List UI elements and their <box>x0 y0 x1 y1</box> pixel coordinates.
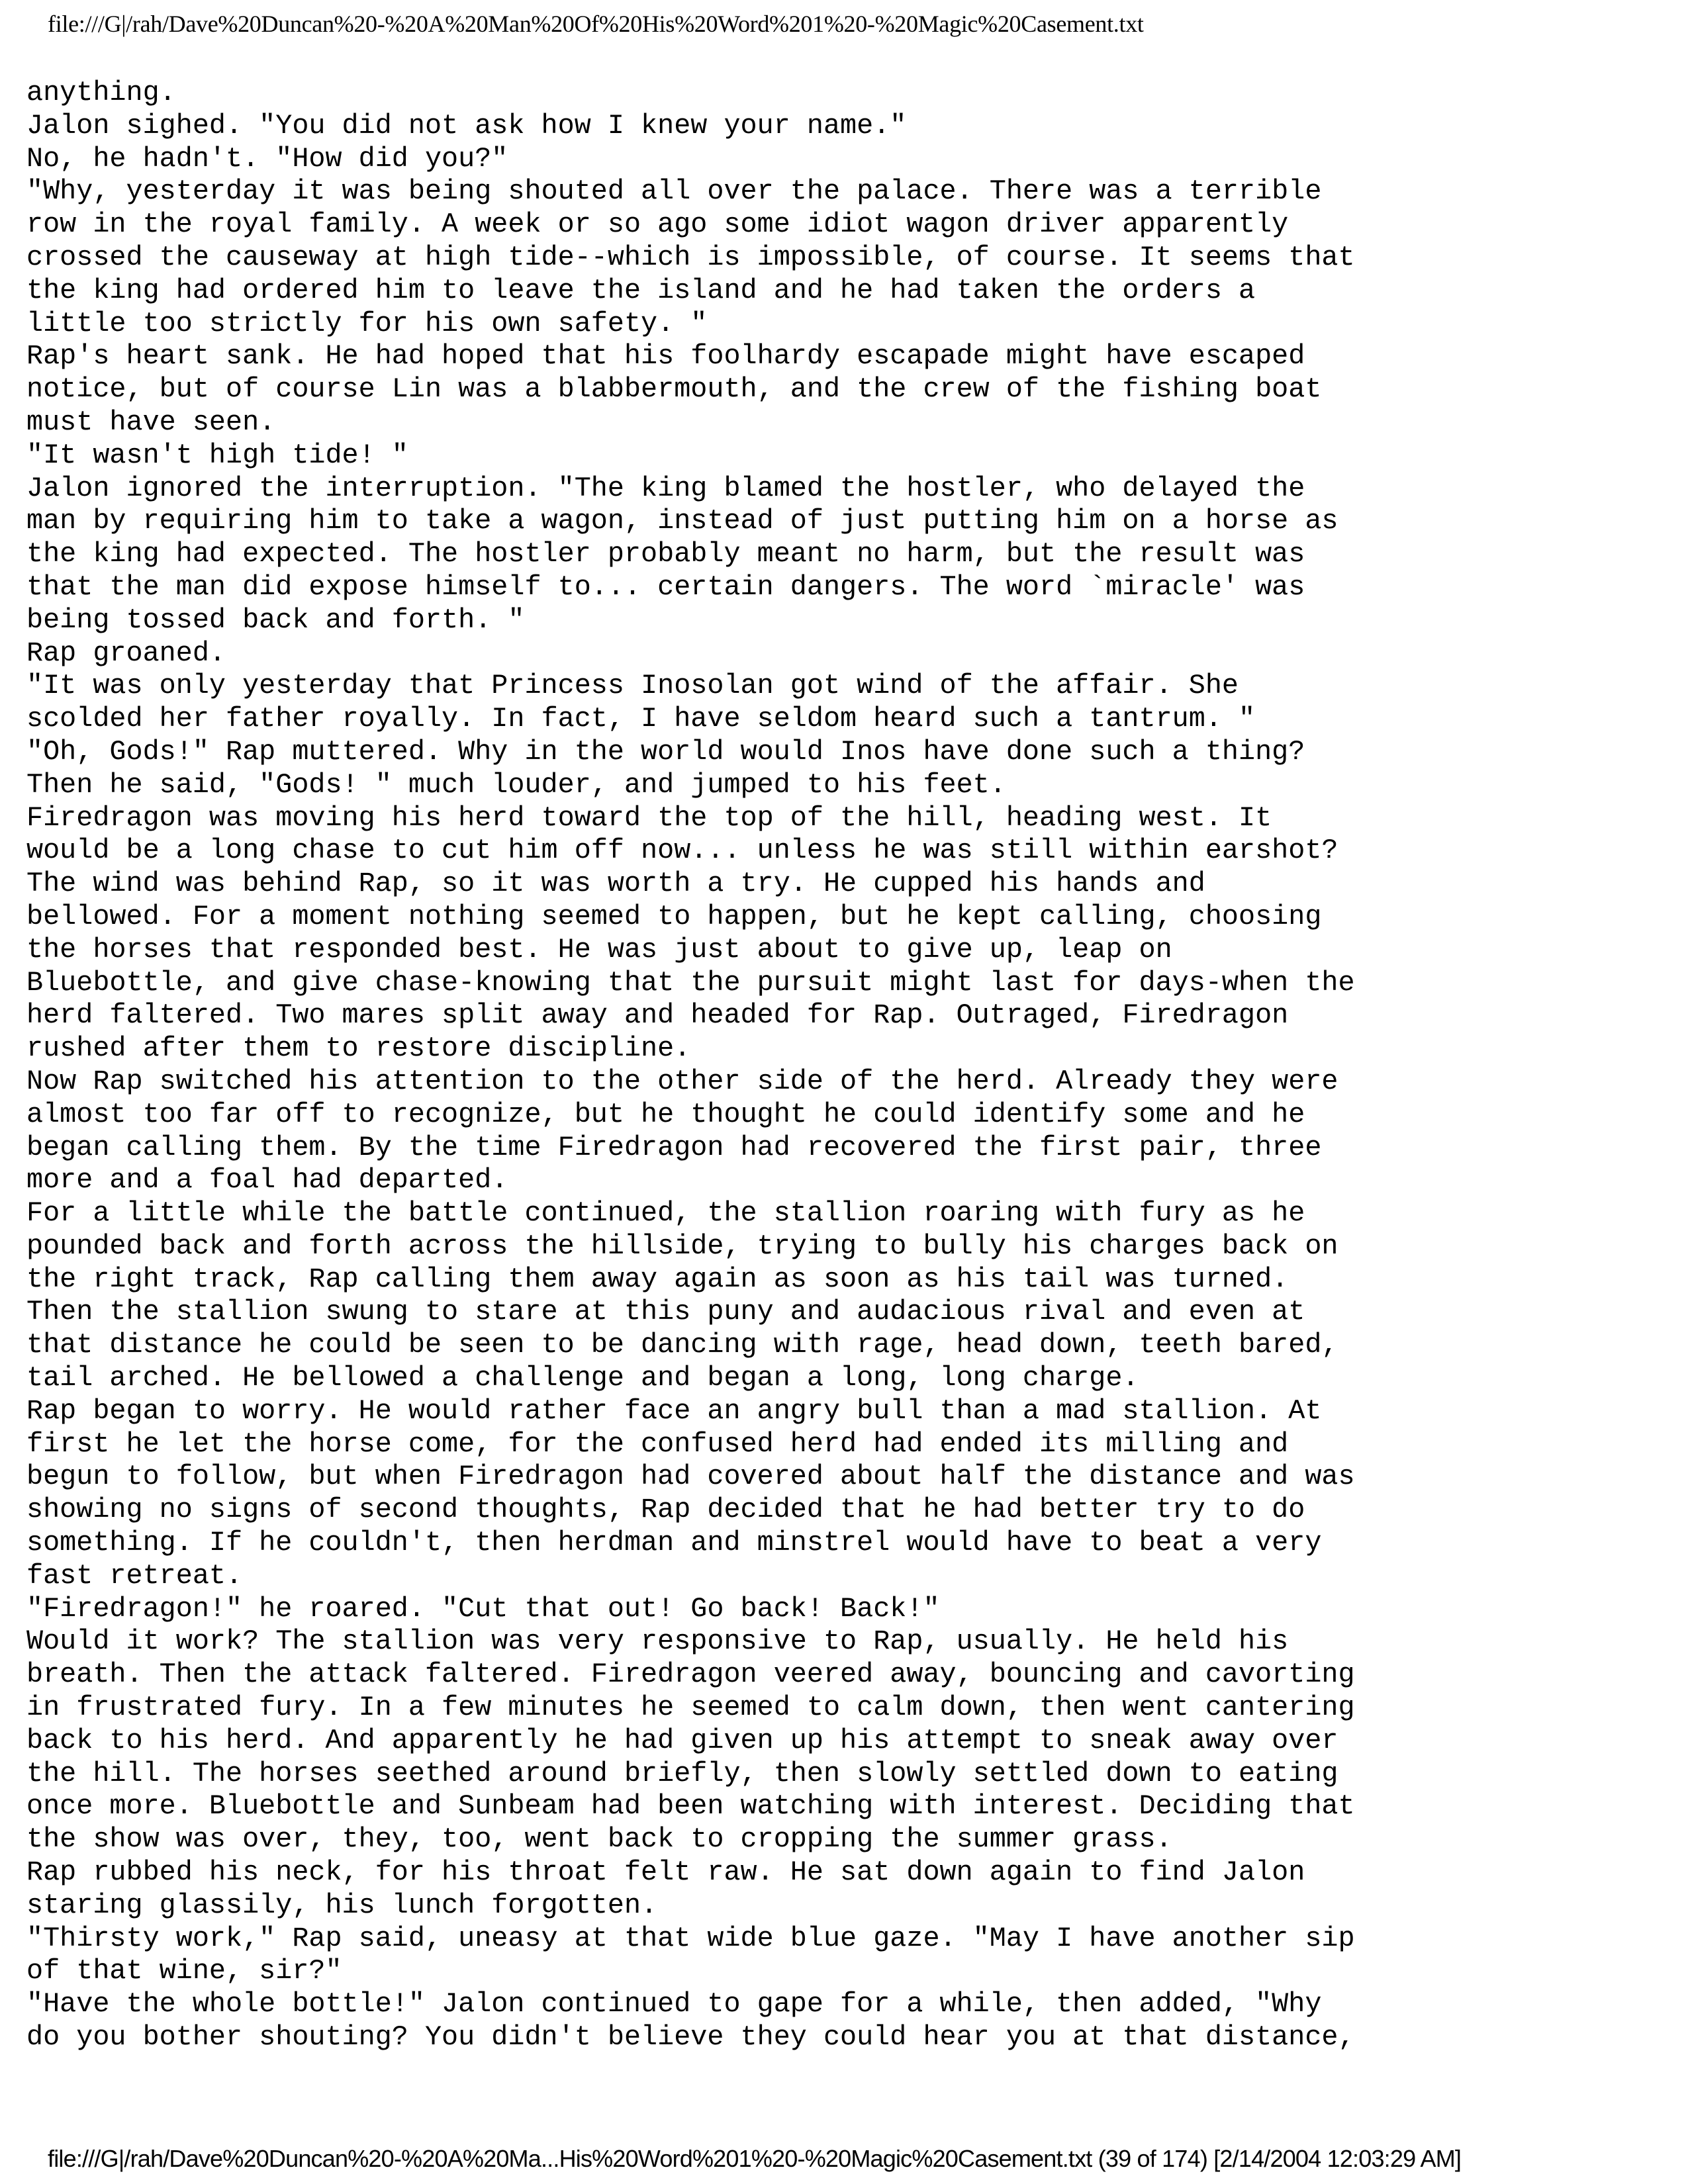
text-line: Bluebottle, and give chase-knowing that the pursuit might last for days-when the <box>26 966 1355 999</box>
text-line: the right track, Rap calling them away again as soon as his tail was turned. <box>26 1263 1289 1295</box>
text-line: For a little while the battle continued, the stallion roaring with fury as he <box>26 1197 1305 1230</box>
text-line: back to his herd. And apparently he had given up his attempt to sneak away over <box>26 1724 1338 1756</box>
text-line: Then he said, "Gods! " much louder, and jumped to his feet. <box>26 768 1006 801</box>
text-line: staring glassily, his lunch forgotten. <box>26 1889 658 1921</box>
text-line: bellowed. For a moment nothing seemed to happen, but he kept calling, choosing <box>26 900 1322 933</box>
text-line: fast retreat. <box>26 1559 243 1592</box>
text-line: more and a foal had departed. <box>26 1164 508 1197</box>
text-line: the show was over, they, too, went back to cropping the summer grass. <box>26 1823 1172 1856</box>
text-line: breath. Then the attack faltered. Firedragon veered away, bouncing and cavorting <box>26 1659 1355 1691</box>
text-line: the horses that responded best. He was just about to give up, leap on <box>26 933 1172 966</box>
text-line: Rap groaned. <box>26 637 226 669</box>
text-line: "It wasn't high tide! " <box>26 439 408 471</box>
text-line: do you bother shouting? You didn't believe they could hear you at that distance, <box>26 2021 1355 2054</box>
text-line: first he let the horse come, for the confused herd had ended its milling and <box>26 1428 1289 1460</box>
text-line: notice, but of course Lin was a blabbermouth, and the crew of the fishing boat <box>26 373 1322 406</box>
text-line: tail arched. He bellowed a challenge and began a long, long charge. <box>26 1362 1139 1394</box>
text-line: row in the royal family. A week or so ago some idiot wagon driver apparently <box>26 208 1289 241</box>
text-line: Rap's heart sank. He had hoped that his foolhardy escapade might have escaped <box>26 340 1305 373</box>
text-line: the king had ordered him to leave the island and he had taken the orders a <box>26 274 1256 306</box>
document-text <box>26 77 1662 2054</box>
text-line: Firedragon was moving his herd toward the top of the hill, heading west. It <box>26 801 1272 834</box>
text-line: Would it work? The stallion was very responsive to Rap, usually. He held his <box>26 1625 1289 1658</box>
page-header-url: file:///G|/rah/Dave%20Duncan%20-%20A%20Man%20Of%20His%20Word%201%20-%20Magic%20Casement.txt <box>48 11 1144 37</box>
text-line: being tossed back and forth. " <box>26 604 525 636</box>
text-line: herd faltered. Two mares split away and headed for Rap. Outraged, Firedragon <box>26 999 1289 1032</box>
text-line: would be a long chase to cut him off now... unless he was still within earshot? <box>26 835 1338 867</box>
text-line: that distance he could be seen to be dancing with rage, head down, teeth bared, <box>26 1329 1338 1361</box>
text-line: showing no signs of second thoughts, Rap decided that he had better try to do <box>26 1494 1305 1526</box>
text-line: Rap rubbed his neck, for his throat felt raw. He sat down again to find Jalon <box>26 1856 1305 1889</box>
text-line: that the man did expose himself to... certain dangers. The word `miracle' was <box>26 570 1305 603</box>
text-line: pounded back and forth across the hillside, trying to bully his charges back on <box>26 1230 1338 1262</box>
page-footer: file:///G|/rah/Dave%20Duncan%20-%20A%20Ma...His%20Word%201%20-%20Magic%20Casement.txt (39 of 174) [2/14/2004 12:03:29 AM] <box>48 2145 1462 2172</box>
text-line: must have seen. <box>26 406 276 438</box>
text-line: "Thirsty work," Rap said, uneasy at that wide blue gaze. "May I have another sip <box>26 1922 1355 1954</box>
text-line: the king had expected. The hostler probably meant no harm, but the result was <box>26 538 1305 570</box>
text-line: scolded her father royally. In fact, I have seldom heard such a tantrum. " <box>26 703 1256 735</box>
text-line: little too strictly for his own safety. " <box>26 307 708 340</box>
text-line: in frustrated fury. In a few minutes he seemed to calm down, then went cantering <box>26 1692 1355 1724</box>
text-line: The wind was behind Rap, so it was worth a try. He cupped his hands and <box>26 868 1205 900</box>
text-line: of that wine, sir?" <box>26 1955 342 1987</box>
text-line: Jalon sighed. "You did not ask how I knew your name." <box>26 109 907 142</box>
text-line: anything. <box>26 77 176 109</box>
text-line: "Have the whole bottle!" Jalon continued to gape for a while, then added, "Why <box>26 1988 1322 2021</box>
text-line: No, he hadn't. "How did you?" <box>26 142 508 175</box>
text-line: "Firedragon!" he roared. "Cut that out! Go back! Back!" <box>26 1592 940 1625</box>
text-line: "Oh, Gods!" Rap muttered. Why in the world would Inos have done such a thing? <box>26 735 1305 768</box>
text-line: something. If he couldn't, then herdman and minstrel would have to beat a very <box>26 1527 1322 1559</box>
text-line: man by requiring him to take a wagon, instead of just putting him on a horse as <box>26 505 1338 537</box>
text-line: Jalon ignored the interruption. "The king blamed the hostler, who delayed the <box>26 472 1305 504</box>
text-line: almost too far off to recognize, but he thought he could identify some and he <box>26 1098 1305 1130</box>
text-line: once more. Bluebottle and Sunbeam had been watching with interest. Deciding that <box>26 1790 1355 1823</box>
text-line: rushed after them to restore discipline. <box>26 1032 691 1065</box>
text-line: Now Rap switched his attention to the other side of the herd. Already they were <box>26 1065 1338 1097</box>
text-line: the hill. The horses seethed around briefly, then slowly settled down to eating <box>26 1757 1338 1790</box>
text-line: Then the stallion swung to stare at this puny and audacious rival and even at <box>26 1296 1305 1328</box>
text-line: "It was only yesterday that Princess Inosolan got wind of the affair. She <box>26 670 1239 702</box>
text-line: began calling them. By the time Firedragon had recovered the first pair, three <box>26 1131 1322 1163</box>
text-line: "Why, yesterday it was being shouted all over the palace. There was a terrible <box>26 175 1322 208</box>
text-line: begun to follow, but when Firedragon had covered about half the distance and was <box>26 1461 1355 1493</box>
text-line: crossed the causeway at high tide--which is impossible, of course. It seems that <box>26 241 1355 273</box>
text-line: Rap began to worry. He would rather face an angry bull than a mad stallion. At <box>26 1394 1322 1427</box>
